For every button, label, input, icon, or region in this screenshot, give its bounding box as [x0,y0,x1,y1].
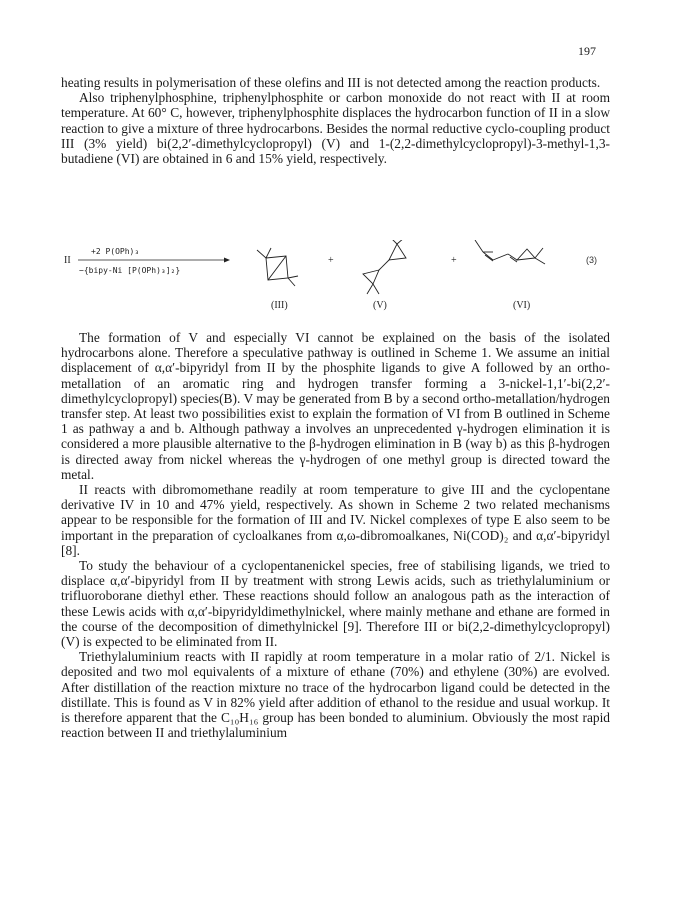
paragraph: Also triphenylphosphine, triphenylphosphite or carbon monoxide do not react with II at room temperature. At 60° C, however, triphenylphosphite displaces the hydrocarbon function of II in a slow reaction to give a mixture of three hydrocarbons. Besides the normal reductive cyclo-coupling product III (3% yield) bi(2,2′-dimethylcyclopropyl) (V) and 1-(2,2-dimethylcyclopropyl)-3-methyl-1,3-butadiene (VI) are obtained in 6 and 15% yield, respectively. [61,90,610,167]
plus-sign: + [328,255,334,266]
plus-sign: + [451,255,457,266]
product-label-III: (III) [271,300,288,311]
paragraph: To study the behaviour of a cyclopentanenickel species, free of stabilising ligands, we tried to displace α,α′-bipyridyl from II by treatment with strong Lewis acids, such as triethylaluminium or trifluoroborane diethyl ether. These reactions should follow an analogous path as the interaction of these Lewis acids with α,α′-bipyridyldimethylnickel, where mainly methane and ethane are formed in the course of the decomposition of dimethylnickel [9]. Therefore III or bi(2,2-dimethylcyclopropyl) (V) is expected to be eliminated from II. [61,558,610,650]
product-label-V: (V) [373,300,387,311]
paragraph: heating results in polymerisation of these olefins and III is not detected among the reaction products. [61,75,601,90]
arrow-head-icon [224,258,230,263]
reaction-scheme [61,240,616,312]
paragraph: Triethylaluminium reacts with II rapidly at room temperature in a molar ratio of 2/1. Nickel is deposited and two mol equivalents of a mixture of ethane (70%) and ethylene (30%) are evolved. After distillation of the reaction mixture no trace of the hydrocarbon ligand could be detected in the distillate. This is found as V in 82% yield after addition of ethanol to the residue and usual workup. It is therefore apparent that the C₁₀H₁₆ group has been bonded to aluminium. Obviously the most rapid reaction between II and triethylaluminium [61,649,610,741]
reagent-label: +2 P(OPh)₃ [91,247,140,256]
paragraph: The formation of V and especially VI cannot be explained on the basis of the isolated hydrocarbons alone. Therefore a speculative pathway is outlined in Scheme 1. We assume an initial displacement of α,α′-bipyridyl from II by the phosphite ligands to give A followed by an ortho-metallation of an aromatic ring and hydrogen transfer forming a 3-nickel-1,1′-bi(2,2′-dimethylcyclopropyl) species(B). V may be generated from B by a second ortho-metallation/hydrogen transfer step. At least two possibilities exist to explain the formation of VI from B outlined in Scheme 1 as pathway a and b. Although pathway a involves an unprecedented γ-hydrogen elimination it is considered a more plausible alternative to the β-hydrogen elimination in B (way b) as this β-hydrogen is directed away from nickel whereas the γ-hydrogen of one methyl group is directed toward the metal. [61,330,610,482]
product-label-VI: (VI) [513,300,531,311]
byproduct-label: −{bipy-Ni [P(OPh)₃]₂} [79,266,181,275]
structure-VI-icon [475,240,545,264]
structure-III-icon [257,248,298,286]
body-text-bottom [61,330,610,740]
structure-V-icon [363,240,406,294]
equation-number: (3) [586,255,597,265]
body-text-top [61,75,610,166]
paragraph: II reacts with dibromomethane readily at room temperature to give III and the cyclopentane derivative IV in 10 and 47% yield, respectively. As shown in Scheme 2 two related mechanisms appear to be responsible for the formation of III and IV. Nickel complexes of type E also seem to be important in the preparation of cycloalkanes from α,ω-dibromoalkanes, Ni(COD)₂ and α,α′-bipyridyl [8]. [61,482,610,558]
scheme-start-label: II [64,255,71,266]
reaction-scheme-drawing [61,240,616,312]
page-number: 197 [578,44,596,58]
